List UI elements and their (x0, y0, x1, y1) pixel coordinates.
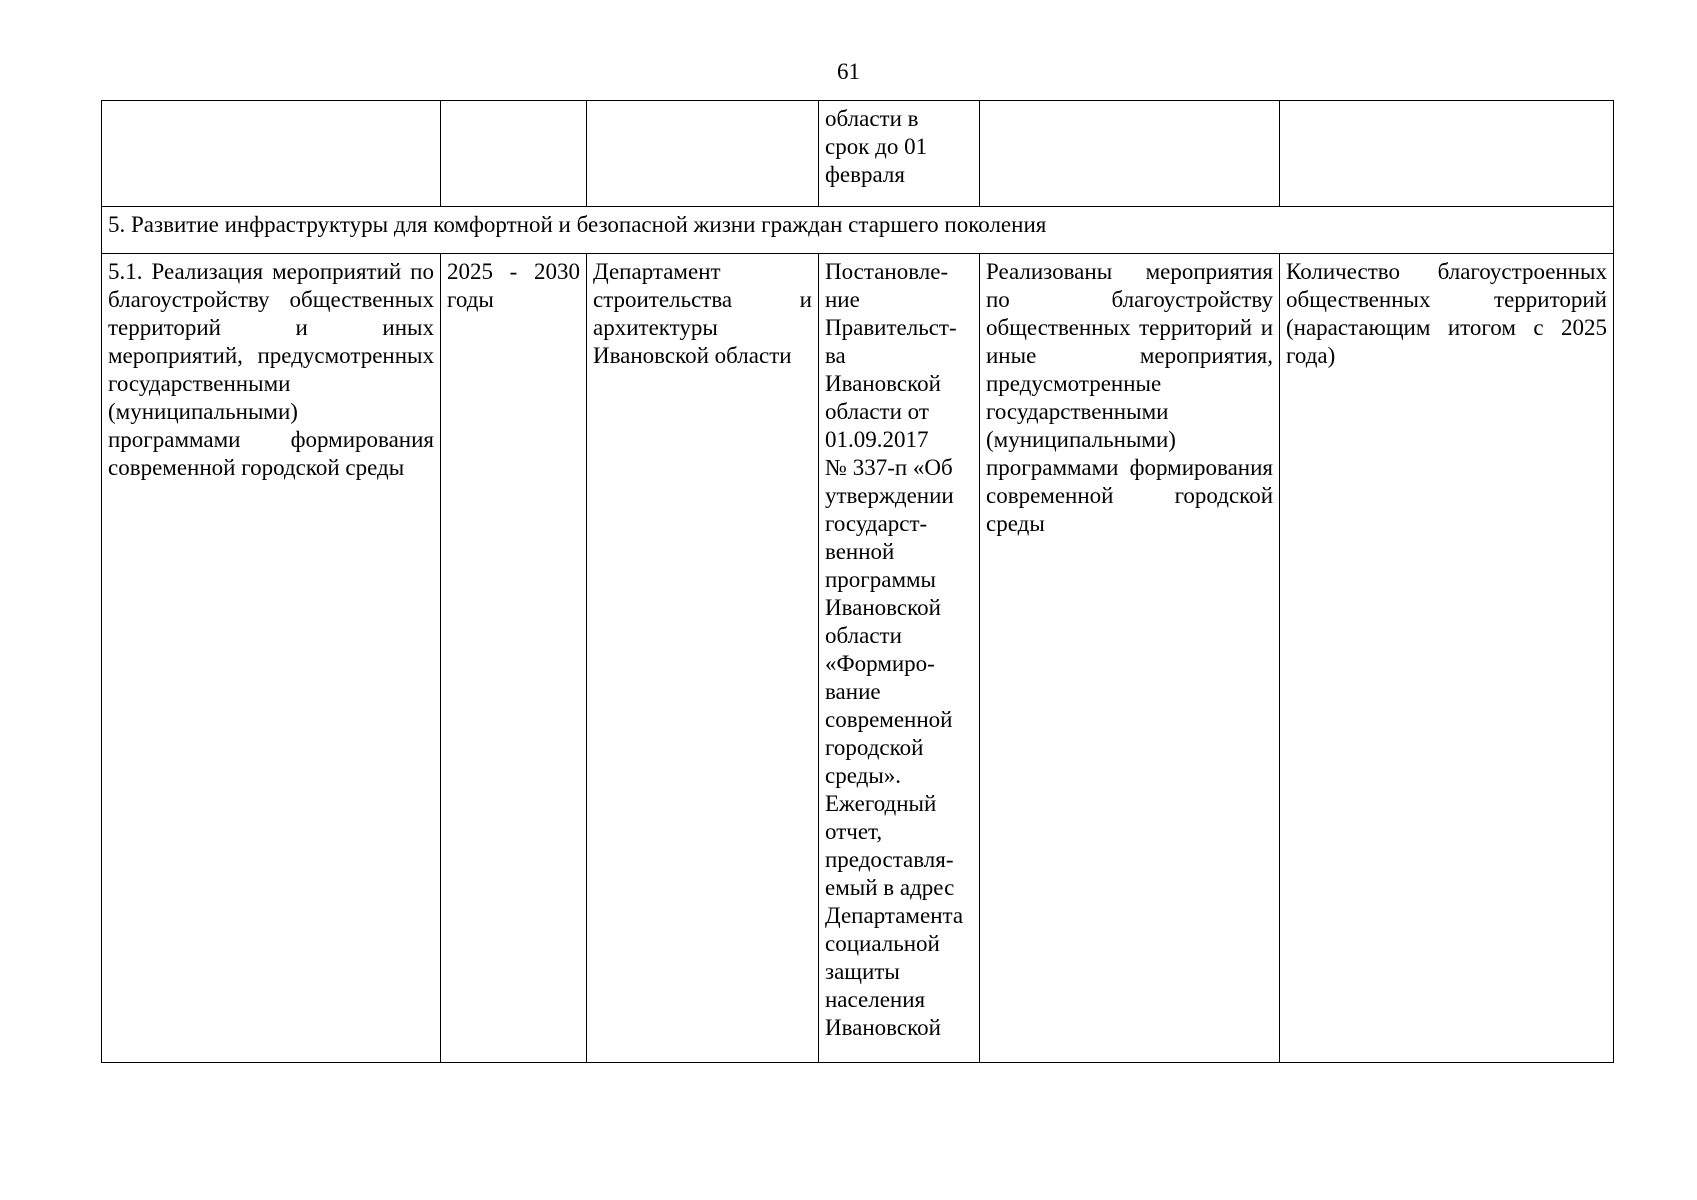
table-cell-measure (102, 101, 441, 207)
table-cell-result (980, 101, 1280, 207)
table-cell-measure: 5.1. Реализация мероприятий по благоустройству общественных территорий и иных мероприятий, предусмотренных государственными (муниципальными) программами формирования современной городской среды (102, 254, 441, 1063)
table-cell-indicator: Количество благоустроенных общественных территорий (нарастающим итогом с 2025 года) (1280, 254, 1614, 1063)
table-cell-period: 2025 - 2030 годы (441, 254, 587, 1063)
table-row-continuation (102, 101, 1614, 207)
page-number: 61 (837, 59, 860, 84)
activities-table (101, 100, 1614, 1063)
table-cell-document: Постановле- ние Правительст- ва Ивановской области от 01.09.2017 № 337-п «Об утверждении государст- венной программы Ивановской области «Формиро- вание современной городской среды». Ежегодный отчет, предоставля- емый в адрес Департамента социальной защиты населения Ивановской (819, 254, 980, 1063)
section-heading: 5. Развитие инфраструктуры для комфортной и безопасной жизни граждан старшего поколения (102, 207, 1614, 254)
table-cell-result: Реализованы мероприятия по благоустройству общественных территорий и иные мероприятия, предусмотренные государственными (муниципальными) программами формирования современной городской среды (980, 254, 1280, 1063)
table-cell-period (441, 101, 587, 207)
table-cell-indicator (1280, 101, 1614, 207)
table-cell-document: области в срок до 01 февраля (819, 101, 980, 207)
table-cell-responsible: Департамент строительства и архитектуры Ивановской области (587, 254, 819, 1063)
table-row-5-1 (102, 254, 1614, 1063)
table-cell-responsible (587, 101, 819, 207)
table-row-section-heading (102, 207, 1614, 254)
